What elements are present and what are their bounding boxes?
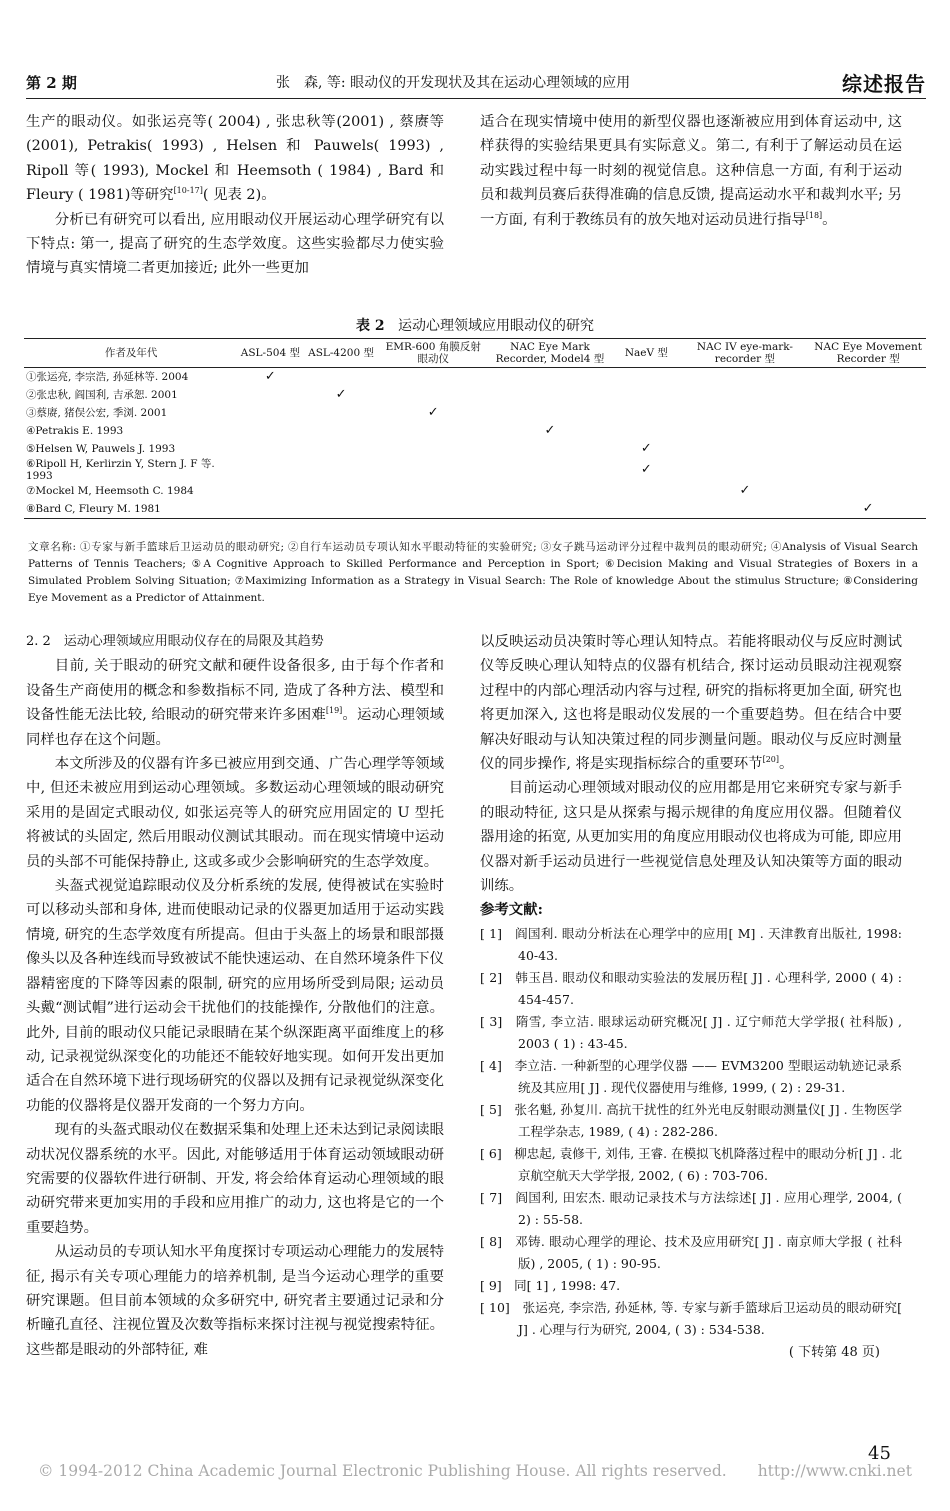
table-header-row [24,339,926,368]
reference-item: [ 1] 阎国利. 眼动分析法在心理学中的应用[ M] . 天津教育出版社, 1998: 40-43. [480,925,902,963]
author-cell: ⑧Bard C, Fleury M. 1981 [24,500,238,519]
empty-cell [380,500,487,519]
paragraph: 以反映运动员决策时等心理认知特点。若能将眼动仪与反应时测试仪等反映心理认知特点的仪器有机结合, 探讨运动员眼动注视观察过程中的内部心理活动内容与过程, 研究的指标将更加全面, 研究也将更加深入, 这也将是眼动仪发展的一个重要趋势。但在结合中要解决好眼动与认知决策过程的同步测量问题。眼动仪与反应时测量仪的同步操作, 将是实现指标综合的重要环节[20]。 [480,634,902,773]
empty-cell [303,458,380,482]
reference-item: [ 10] 张运亮, 李宗浩, 孙延林, 等. 专家与新手篮球后卫运动员的眼动研究[ J] . 心理与行为研究, 2004, ( 3) : 534-538. [480,1299,902,1337]
check-mark-icon: ✓ [264,369,276,384]
check-mark-icon: ✓ [427,405,439,420]
paragraph: 分析已有研究可以看出, 应用眼动仪开展运动心理学研究有以下特点: 第一, 提高了研究的生态学效度。这些实验都尽力使实验情境与真实情境二者更加接近; 此外一些更加 [26,211,444,277]
copyright-footer: © 1994-2012 China Academic Journal Electronic Publishing House. All rights reserved. http://www.cnki.net [38,1462,912,1480]
empty-cell [380,440,487,458]
references-heading: 参考文献: [480,901,543,919]
table-row [24,404,926,422]
empty-cell [238,482,302,500]
empty-cell [303,404,380,422]
issue-label: 第 2 期 [26,74,77,92]
citation-ref[interactable]: [20] [762,755,779,765]
section-heading: 2. 2 运动心理领域应用眼动仪存在的局限及其趋势 [26,634,324,649]
reference-item: [ 7] 阎国利, 田宏杰. 眼动记录技术与方法综述[ J] . 应用心理学, 2004, ( 2) : 55-58. [480,1189,902,1227]
empty-cell [238,386,302,404]
header-emr600: EMR-600 角膜反射眼动仪 [380,339,487,368]
empty-cell [303,482,380,500]
empty-cell [613,422,679,440]
empty-cell [680,386,811,404]
empty-cell [380,458,487,482]
empty-cell [238,404,302,422]
paragraph: 本文所涉及的仪器有许多已被应用到交通、广告心理学等领域中, 但还未被应用到运动心理领域。多数运动心理领域的眼动研究采用的是固定式眼动仪, 如张运亮等人的研究应用固定的 U 型托将被试的头固定, 然后用眼动仪测试其眼动。而在现实情境中运动员的头部不可能保持静止, 这或多或少会影响研究的生态学效度。 [26,756,444,870]
citation-ref[interactable]: [18] [805,210,823,220]
empty-cell [810,482,926,500]
check-mark-icon: ✓ [640,462,652,477]
paragraph: 生产的眼动仪。如张运亮等( 2004) , 张忠秋等(2001) , 蔡赓等(2001), Petrakis( 1993) , Helsen 和 Pauwels( 1993) , Ripoll 等( 1993), Mockel 和 Heemsoth ( 1984) , Bard 和 Fleury ( 1981)等研究[10-17]( 见表 2)。 [26,114,444,204]
paragraph: 从运动员的专项认知水平角度探讨专项运动心理能力的发展特征, 揭示有关专项心理能力的培养机制, 是当今运动心理学的重要研究课题。但目前本领域的众多研究中, 研究者主要通过记录和分析瞳孔直径、注视位置及次数等指标来探讨注视与视觉搜索特征。这些都是眼动的外部特征, 难 [26,1244,444,1358]
empty-cell [380,482,487,500]
empty-cell [810,458,926,482]
right-column-bottom [480,630,902,1365]
page-number: 45 [868,1443,891,1464]
empty-cell [810,440,926,458]
author-cell: ⑦Mockel M, Heemsoth C. 1984 [26,485,194,497]
reference-item: [ 2] 韩玉昌. 眼动仪和眼动实验法的发展历程[ J] . 心理科学, 2000 ( 4) : 454-457. [480,969,902,1007]
empty-cell [487,500,613,519]
empty-cell [487,458,613,482]
empty-cell [680,458,811,482]
header-nac-iv: NAC IV eye-mark-recorder 型 [680,339,811,368]
reference-item: [ 9] 同[ 1] , 1998: 47. [480,1277,621,1293]
check-mark-icon: ✓ [739,483,751,498]
empty-cell [303,500,380,519]
section-label: 综述报告 [842,72,926,96]
reference-item: [ 6] 柳忠起, 袁修干, 刘伟, 王睿. 在模拟飞机降落过程中的眼动分析[ J] . 北京航空航天大学学报, 2002, ( 6) : 703-706. [480,1145,902,1183]
running-header [26,72,926,99]
empty-cell [303,422,380,440]
empty-cell [487,482,613,500]
empty-cell [810,422,926,440]
paragraph: 适合在现实情境中使用的新型仪器也逐渐被应用到体育运动中, 这样获得的实验结果更具有实际意义。第二, 有利于了解运动员在运动实践过程中每一时刻的视觉信息。这种信息一方面, 有利于运动员和裁判员赛后获得准确的信息反馈, 提高运动水平和裁判水平; 另一方面, 有利于教练员有的放矢地对运动员进行指导[18]。 [480,114,902,228]
paragraph: 现有的头盔式眼动仪在数据采集和处理上还未达到记录阅读眼动状况仪器系统的水平。因此, 对能够适用于体育运动领域眼动研究需要的仪器软件进行研制、开发, 将会给体育运动心理领域的眼动研究带来更加实用的手段和应用推广的动力, 这也将是它的一个重要趋势。 [26,1122,444,1236]
check-mark-icon: ✓ [335,387,347,402]
reference-item: [ 5] 张名魁, 孙复川. 高抗干扰性的红外光电反射眼动测量仪[ J] . 生物医学工程学杂志, 1989, ( 4) : 282-286. [480,1101,902,1139]
continued-note: ( 下转第 48 页) [788,1344,880,1360]
empty-cell [680,422,811,440]
empty-cell [487,386,613,404]
empty-cell [810,386,926,404]
header-author: 作者及年代 [24,339,238,368]
empty-cell [613,368,679,387]
empty-cell [680,368,811,387]
studies-table [24,338,926,519]
author-cell: ②张忠秋, 阎国利, 吉承恕. 2001 [26,389,178,401]
reference-item: [ 3] 隋雪, 李立洁. 眼球运动研究概况[ J] . 辽宁师范大学学报( 社科版) , 2003 ( 1) : 43-45. [480,1013,902,1051]
table-row [24,440,926,458]
empty-cell [487,404,613,422]
check-mark-icon: ✓ [544,423,556,438]
empty-cell [613,500,679,519]
header-nac-model4: NAC Eye Mark Recorder, Model4 型 [487,339,613,368]
empty-cell [380,368,487,387]
article-running-title: 张 森, 等: 眼动仪的开发现状及其在运动心理领域的应用 [276,75,631,91]
empty-cell [238,422,302,440]
empty-cell [613,482,679,500]
empty-cell [380,386,487,404]
table-row [24,422,926,440]
left-column-top [26,110,444,281]
author-cell: ⑥Ripoll H, Kerlirzin Y, Stern J. F 等. 1993 [26,458,215,482]
author-cell: ③蔡赓, 猪俣公宏, 季浏. 2001 [26,407,168,419]
reference-item: [ 8] 邓铸. 眼动心理学的理论、技术及应用研究[ J] . 南京师大学报 ( 社科版) , 2005, ( 1) : 90-95. [480,1233,902,1271]
table-note: 文章名称: ①专家与新手篮球后卫运动员的眼动研究; ②自行车运动员专项认知水平眼动特征的实验研究; ③女子跳马运动评分过程中裁判员的眼动研究; ④Analysis of Visual Search Patterns of Tennis Teachers; ⑤A Cognitive Approach to Skilled Performance and Perception in Sport; ⑥Decision Making and Visual Strategies of Boxers in a Simulated Problem Solving Situation; ⑦Maximizing Information as a Strategy in Visual Search: The Role of knowledge About the stimulus Structure; ⑧Considering Eye Movement as a Predictor of Attainment. [28,541,918,604]
author-cell: ⑤Helsen W, Pauwels J. 1993 [26,443,176,455]
empty-cell [810,368,926,387]
reference-item: [ 4] 李立洁. 一种新型的心理学仪器 —— EVM3200 型眼运动轨迹记录系统及其应用[ J] . 现代仪器使用与维修, 1999, ( 2) : 29-31. [480,1057,902,1095]
table-row [24,458,926,482]
table-row [24,386,926,404]
header-nac-movement: NAC Eye Movement Recorder 型 [810,339,926,368]
table-row [24,500,926,519]
empty-cell [680,440,811,458]
empty-cell [238,458,302,482]
table-row [24,482,926,500]
reference-list [480,923,902,1341]
check-mark-icon: ✓ [640,441,652,456]
empty-cell [380,422,487,440]
author-cell: ①张运亮, 李宗浩, 孙延林等. 2004 [26,371,189,383]
empty-cell [487,368,613,387]
empty-cell [487,440,613,458]
right-column-top [480,110,902,232]
empty-cell [680,404,811,422]
empty-cell [238,500,302,519]
left-column-bottom [26,630,444,1362]
table-caption: 表 2 运动心理领域应用眼动仪的研究 [356,318,594,334]
table-row [24,368,926,387]
empty-cell [680,500,811,519]
empty-cell [613,386,679,404]
paragraph: 目前, 关于眼动的研究文献和硬件设备很多, 由于每个作者和设备生产商使用的概念和参数指标不同, 造成了各种方法、模型和设备性能无法比较, 给眼动的研究带来许多困难[19]。运动心理领域同样也存在这个问题。 [26,658,444,748]
empty-cell [810,404,926,422]
empty-cell [238,440,302,458]
empty-cell [613,404,679,422]
citation-ref[interactable]: [10-17] [173,186,203,196]
check-mark-icon: ✓ [810,500,926,519]
paragraph: 目前运动心理领域对眼动仪的应用都是用它来研究专家与新手的眼动特征, 这只是从探索与揭示规律的角度应用仪器。但随着仪器用途的拓宽, 从更加实用的角度应用眼动仪也将成为可能, 即应用仪器对新手运动员进行一些视觉信息处理及认知决策等方面的眼动训练。 [480,780,902,895]
paragraph: 头盔式视觉追踪眼动仪及分析系统的发展, 使得被试在实验时可以移动头部和身体, 进而使眼动记录的仪器更加适用于运动实践情境, 研究的生态学效度有所提高。但由于头盔上的场景和眼部摄像头以及各种连线而导致被试不能快速运动、在自然环境条件下仪器精密度的下降等因素的限制, 研究的应用场所受到局限; 运动员头戴“测试帽”进行运动会干扰他们的技能操作, 分散他们的注意。此外, 目前的眼动仪只能记录眼睛在某个纵深距离平面维度上的移动, 记录视觉纵深变化的功能还不能较好地实现。如何开发出更加适合在自然环境下进行现场研究的仪器以及拥有记录视觉纵深变化功能的仪器将是仪器开发商的一个努力方向。 [26,878,444,1114]
header-naev: NaeV 型 [613,339,679,368]
citation-ref[interactable]: [19] [325,706,343,716]
header-asl504: ASL-504 型 [238,339,302,368]
header-asl4200: ASL-4200 型 [303,339,380,368]
author-cell: ④Petrakis E. 1993 [26,425,124,437]
empty-cell [303,440,380,458]
empty-cell [303,368,380,387]
